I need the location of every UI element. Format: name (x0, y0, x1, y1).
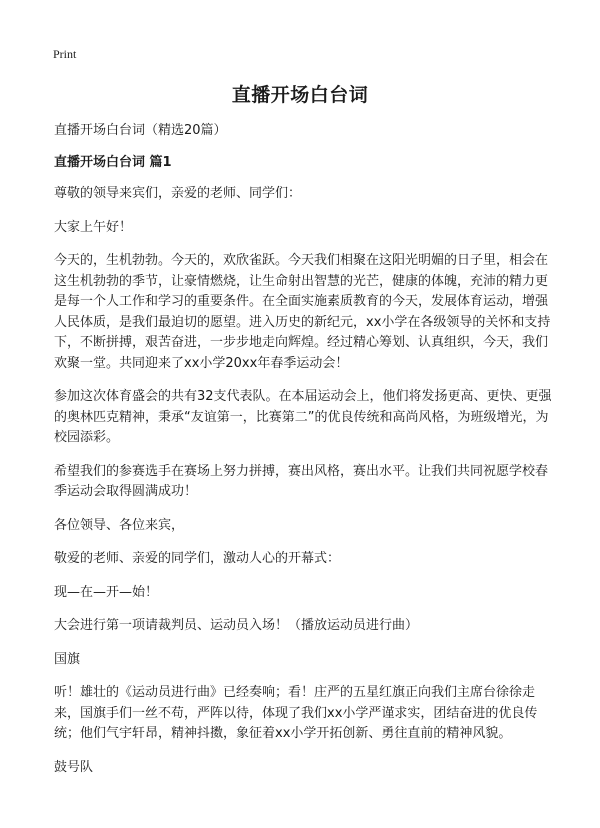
paragraph-address-leaders: 各位领导、各位来宾， (54, 517, 185, 533)
paragraph-drum-band: 鼓号队 (54, 759, 94, 775)
paragraph-address-teachers: 敬爱的老师、亲爱的同学们，激动人心的开幕式： (54, 551, 341, 566)
document-body (54, 121, 554, 791)
paragraph-greeting: 大家上午好！ (54, 219, 133, 235)
paragraph-first-item: 大会进行第一项请裁判员、运动员入场！（播放运动员进行曲） (54, 618, 419, 633)
paragraph-wishes: 希望我们的参赛选手在赛场上努力拼搏，赛出风格，赛出水平。让我们共同祝愿学校春季运动会取得圆满成功！ (54, 463, 549, 499)
document-subtitle: 直播开场白台词（精选20篇） (54, 123, 227, 138)
paragraph-salutation: 尊敬的领导来宾们，亲爱的老师、同学们： (54, 186, 302, 201)
paragraph-intro: 今天的，生机勃勃。今天的，欢欣雀跃。今天我们相聚在这阳光明媚的日子里，相会在这生机勃勃的季节，让豪情燃烧，让生命射出智慧的光芒，健康的体魄，充沛的精力更是每一个人工作和学习的重要条件。在全面实施素质教育的今天，发展体育运动，增强人民体质，是我们最迫切的愿望。进入历史的新纪元，xx小学在各级领导的关怀和支持下，不断拼搏，艰苦奋进，一步步地走向辉煌。经过精心筹划、认真组织，今天，我们欢聚一堂。共同迎来了xx小学20xx年春季运动会！ (54, 253, 551, 371)
document-title: 直播开场白台词 (231, 84, 369, 106)
paragraph-flag-heading: 国旗 (54, 651, 81, 667)
section-heading: 直播开场白台词 篇1 (54, 154, 172, 170)
paragraph-start: 现—在—开—始！ (54, 584, 159, 600)
paragraph-teams: 参加这次体育盛会的共有32支代表队。在本届运动会上，他们将发扬更高、更快、更强的奥林匹克精神，秉承“友谊第一，比赛第二”的优良传统和高尚风格，为班级增光，为校园添彩。 (54, 389, 552, 445)
paragraph-flag: 听！雄壮的《运动员进行曲》已经奏响；看！庄严的五星红旗正向我们主席台徐徐走来，国旗手们一丝不苟，严阵以待，体现了我们xx小学严谨求实，团结奋进的优良传统；他们气宇轩昂，精神抖擞，象征着xx小学开拓创新、勇往直前的精神风貌。 (54, 685, 538, 741)
print-label: Print (53, 47, 77, 61)
